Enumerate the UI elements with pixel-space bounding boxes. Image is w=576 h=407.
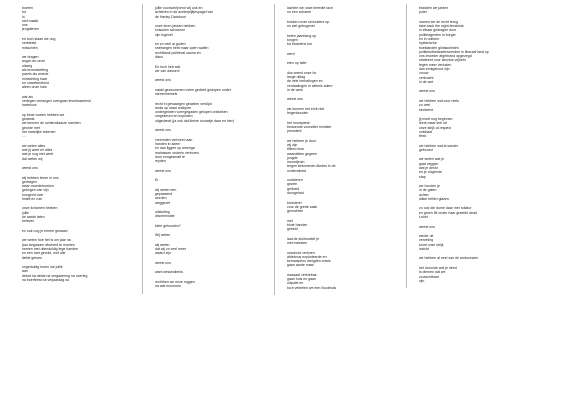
poem-line: weest ons <box>419 89 435 94</box>
poem-line: jullie voorschrijvend wij ook en <box>155 6 203 10</box>
poem-line: En toch heb wat <box>155 64 181 69</box>
stanza <box>155 243 264 256</box>
poem-line: we kunnen het echt niet <box>287 106 325 111</box>
poem-line: gebeid <box>287 227 298 232</box>
poem-line: beleven <box>22 219 35 224</box>
poem-line: Wij weten <box>155 233 171 238</box>
poem-line: niet meesten <box>287 241 308 246</box>
poem-line: weest ons <box>155 78 171 83</box>
poem-line: en toch staan we nog <box>22 36 56 41</box>
stanza <box>155 78 264 82</box>
poem-line: zijn ingevet <box>155 32 173 37</box>
text-column-4 <box>406 4 538 288</box>
stanza <box>287 121 396 134</box>
poem-line: weest ons <box>287 97 303 102</box>
poem-line: we weten alles <box>22 143 46 148</box>
poem-line: gezien <box>287 182 298 187</box>
poem-line: aan <box>22 269 28 274</box>
poem-line: zo veel <box>419 103 431 108</box>
poem-line: tongen <box>287 37 298 42</box>
stanza <box>22 238 132 259</box>
poem-line: wat je denkt <box>419 166 438 171</box>
stanza <box>155 224 264 228</box>
poem-line: het hoorspiedn <box>287 120 311 125</box>
poem-line: debat na debat na vergadering na overleg <box>22 273 88 278</box>
poem-line: moordjeuin <box>287 160 305 165</box>
poem-line: flesh <box>419 134 427 139</box>
poem-line: verdaalingen in witheis adem <box>287 83 333 88</box>
poem-line: weest ons <box>22 166 38 171</box>
poem-line: gevochten <box>287 209 304 214</box>
stanza <box>22 144 132 161</box>
poem-line: oudsteren <box>287 178 303 183</box>
stanza <box>22 265 132 282</box>
poem-line: disco <box>155 55 164 60</box>
stanza <box>155 138 264 164</box>
poem-line: gaat zeggen <box>419 161 439 166</box>
stanza <box>155 6 264 19</box>
text-column-1 <box>10 4 142 287</box>
poem-line: werd <box>287 51 295 56</box>
stanza <box>22 176 132 202</box>
poem-line: reyden <box>155 159 166 164</box>
poem-line: waard zijn <box>155 251 171 256</box>
poem-line: snelwegen hebt maar open wallen <box>155 46 209 51</box>
poem-line: .... <box>22 134 26 139</box>
stanza <box>287 219 396 232</box>
poem-line: en ook nog je ermee gewaad <box>22 228 68 233</box>
poem-line: worden <box>155 196 167 201</box>
poem-line: kindeene <box>419 107 434 112</box>
stanza <box>155 210 264 219</box>
poem-line: onze lichamen hebben <box>22 206 58 211</box>
poem-line: jullie <box>22 210 30 215</box>
poem-line: dat wij zo veel meer <box>155 247 187 252</box>
poem-line: de aarde laten <box>22 215 45 220</box>
stanza <box>419 225 528 229</box>
stanza <box>419 99 528 112</box>
stanza <box>287 237 396 246</box>
poem-line: in de wet <box>419 79 434 84</box>
stanza <box>155 24 264 37</box>
stanza <box>287 97 396 101</box>
stanza <box>155 280 264 289</box>
poem-line: dus weest onze ho <box>287 70 317 75</box>
poem-line: sterrenhemels <box>155 92 178 97</box>
poem-line: feigenbouden <box>287 111 309 116</box>
stanza <box>155 88 264 97</box>
poem-line: massaal verkrebas <box>287 272 317 277</box>
poem-line: minachting haat <box>22 76 47 81</box>
poem-line: zijn <box>419 278 425 283</box>
poem-line: wat jij weet en alles <box>22 147 53 152</box>
poem-line: de vele herhalingen en <box>287 79 323 84</box>
poem-line: geurde met <box>22 125 40 130</box>
poem-line: na boerfeest na verjaardag na <box>22 277 69 282</box>
poem-line: politiekutbelandenvereden in liberaal land op <box>419 49 489 54</box>
poem-line: strateerd voor abortus vrijheid <box>419 58 466 63</box>
poem-line: afdeknus explodeerde en <box>287 254 327 259</box>
poem-line: weest ons <box>155 168 171 173</box>
poem-line: en groen lift onder haar grateful dead <box>419 210 477 215</box>
poem-line: trokken onze schouders op <box>287 19 330 24</box>
stanza <box>22 37 132 50</box>
poem-line: stap <box>419 174 426 179</box>
poem-line: parels als woede <box>22 72 49 77</box>
stanza <box>287 201 396 214</box>
poem-line: wat als <box>22 94 33 99</box>
stanza <box>22 229 132 233</box>
poem-line: toch verkelen we een Noubhuis <box>287 285 337 290</box>
poem-line: als levensketting <box>22 67 49 72</box>
poem-line: nemen met uitenduldig lege handen <box>22 246 78 251</box>
poem-line: wij weten <box>155 242 170 247</box>
stanza <box>22 206 132 223</box>
poem-line: uitpuldt en <box>287 281 304 286</box>
poem-line: en je volgende <box>419 170 442 175</box>
poem-line: en dan liggen op ameriga <box>155 146 195 151</box>
poem-line: verveling <box>419 238 434 243</box>
poem-line: de Harley-Davidson <box>155 14 186 19</box>
poem-line: we dragen <box>22 55 39 60</box>
poem-line: dat weten wij <box>22 156 43 161</box>
poem-line: gedragen <box>22 179 37 184</box>
poem-line: voor de grede zaak <box>287 204 318 209</box>
poem-line: uitsluiting <box>155 210 170 215</box>
poem-line: stof maakt <box>22 18 39 23</box>
poem-line: en een hart gevuld, met alle <box>22 251 66 256</box>
poem-line: is diemen dat we <box>419 270 446 275</box>
stanza <box>22 166 132 170</box>
stanza <box>419 234 528 251</box>
stanza <box>419 6 528 15</box>
poem-line: tegen meer verloden <box>419 62 452 67</box>
stanza <box>155 188 264 205</box>
poem-line: we houden je <box>419 184 440 189</box>
poem-line: we weten wat je <box>419 157 445 162</box>
poem-line: tot bloedens toe <box>287 42 313 47</box>
poem-line: beduende voorsitter minister <box>287 124 332 129</box>
stanza <box>22 55 132 89</box>
stanza <box>419 20 528 84</box>
stanza <box>287 34 396 47</box>
poem-line: bradden we jarden <box>419 6 449 10</box>
poem-line: gepassend <box>155 191 173 196</box>
poem-line: klein gehouden? <box>155 223 181 228</box>
stanza <box>22 95 132 108</box>
poem-line: achter <box>419 192 429 197</box>
poem-line: inzicht <box>419 246 429 251</box>
poem-line: gaan aarde maar <box>287 263 314 268</box>
poem-line: komt onze strijk <box>419 242 444 247</box>
poem-line: vrouw <box>419 71 429 76</box>
poem-line: tintelt en ruin <box>22 197 43 201</box>
stanza <box>287 6 396 15</box>
poem-line: nu een schame <box>287 10 312 15</box>
stanza <box>155 42 264 59</box>
poem-line: in de gaten <box>419 188 437 193</box>
poem-line: door zongesmalt te <box>155 154 185 159</box>
poem-line: ons <box>22 23 28 28</box>
poem-line: boeren <box>22 6 33 10</box>
poem-line: weest ons <box>155 128 171 133</box>
poem-line: gedanst <box>22 116 35 121</box>
stanza <box>287 107 396 116</box>
stanza <box>22 6 132 32</box>
poem-line: wij zijn <box>287 142 298 147</box>
poem-line: politieagenten in burger <box>419 32 456 37</box>
poem-line: we hebben wat voor niets <box>419 98 459 103</box>
poem-line: jeugdleven <box>22 27 40 32</box>
poem-line: gelloeid <box>287 186 300 191</box>
stanza <box>287 178 396 195</box>
poem-line: bloederel <box>287 200 302 205</box>
poem-line: gaan huis en gaan <box>287 277 316 282</box>
poem-line: putel <box>419 10 427 15</box>
poem-line: blote handen <box>287 222 308 227</box>
poem-line: waardeiten gegeen <box>287 151 317 156</box>
stanza <box>155 65 264 74</box>
poem-line: t-shirt <box>419 215 428 220</box>
stanza <box>155 128 264 132</box>
poem-line: boeklanden glimlacheden <box>419 45 459 50</box>
poem-line: jongde <box>287 155 298 160</box>
poem-line: achteren in de achterpijltjespagel van <box>155 10 214 15</box>
poem-line: nu wel gebogener <box>287 24 315 29</box>
poem-line: lange uitlag <box>287 74 306 79</box>
poem-line: hysterische <box>419 41 437 46</box>
poem-line: ondergeloten vormgegaden gelopen ontweken <box>155 110 228 115</box>
poem-line: we van dansen! <box>155 68 180 73</box>
poem-line: verlegen verlangen overgaan levenbaarheid <box>22 98 91 103</box>
poem-line: angst om onze <box>22 59 46 64</box>
poem-line: beten jaarelang op <box>287 33 317 38</box>
poem-line: dikke brillen glazen <box>419 197 449 201</box>
text-column-3 <box>274 4 406 295</box>
poem-line: uitgedanst (ja ook dat kleine vrouwtje daar en hier) <box>155 118 234 123</box>
poem-line: na wat mommen <box>155 284 182 289</box>
stanza <box>287 71 396 92</box>
poem-line: weest ons <box>419 224 435 229</box>
poem-line: en in uniform <box>419 36 440 41</box>
poem-line: op blote voeten hebben we <box>22 112 65 117</box>
poem-line: weest ons <box>155 260 171 265</box>
stanza <box>155 169 264 173</box>
text-column-2 <box>142 4 274 294</box>
poem-line: we hebben je door <box>287 138 316 143</box>
stanza <box>287 139 396 173</box>
stanza <box>287 251 396 268</box>
poem-line: laat de sluitmobiel je <box>287 236 319 241</box>
poem-line: tlfleed door <box>287 147 305 152</box>
poem-line: jaar langzaam afscheid te moeten <box>22 242 75 247</box>
poem-line: rechtbank politieval sauna en <box>155 50 201 55</box>
poem-line: knisuken schoenen <box>155 28 186 33</box>
stanza <box>287 273 396 290</box>
poem-line: uitweg <box>22 63 33 68</box>
poem-line: met <box>287 218 293 223</box>
poem-line: liefde geloen <box>22 255 42 260</box>
stanza <box>155 270 264 274</box>
stanza <box>419 144 528 153</box>
poem-line: verkracht <box>419 75 434 80</box>
poem-line: kernwapens dreigden onwis <box>287 259 331 264</box>
poem-line: namen we de recht terug <box>419 19 458 24</box>
poem-line: en onwetendheid <box>22 80 49 85</box>
poem-line: we hebben al veel van de ambvonden <box>419 256 479 261</box>
poem-line: tot <box>22 10 26 15</box>
stanza <box>155 102 264 123</box>
stanza <box>419 266 528 283</box>
poem-line: take back the night-feminists <box>419 24 464 29</box>
poem-line: misschien <box>22 45 38 50</box>
poem-line: eten op tafel <box>287 61 307 66</box>
poem-line: weder uit <box>419 234 434 239</box>
poem-line: president <box>287 129 302 134</box>
poem-line: rechthen we onze roggen <box>155 279 195 284</box>
stanza <box>287 61 396 65</box>
poem-line: lanks op staat ontlopen <box>155 105 192 110</box>
poem-line: handen in adem <box>155 142 181 147</box>
poem-line: we weten hoe het is om jaar na <box>22 238 71 243</box>
poem-line: vreemden verboren aan <box>155 137 193 142</box>
poem-line: onschuld verloren <box>287 250 315 255</box>
poem-line: wij weten een <box>155 187 177 192</box>
stanza <box>287 20 396 29</box>
stanza <box>419 184 528 201</box>
stanza <box>419 89 528 93</box>
stanza <box>419 117 528 138</box>
poem-line: zouwchtbaar <box>419 274 439 279</box>
stanza <box>419 157 528 178</box>
poem-line: mahassen onderin verboren <box>155 150 199 155</box>
poem-line: we kennen de ochtendlaarze nachten <box>22 121 81 126</box>
poem-line: harteloos <box>22 103 37 108</box>
poem-line: want dessindierks <box>155 270 183 275</box>
poem-line: onze strijk al respect <box>419 125 452 130</box>
poem-line: aleen onze hals <box>22 85 47 90</box>
stanza <box>287 52 396 56</box>
stanza <box>419 256 528 260</box>
poem-line: doorgehad <box>287 191 304 196</box>
poem-line: discriminatie <box>155 214 175 219</box>
poem-line: lachten we onze breedte lach <box>287 6 333 10</box>
poem-line: gebooed <box>419 147 433 152</box>
poem-line: zo ook die dome daar met rollator <box>419 206 472 211</box>
poem-line: tergen bekommen Aledes in de <box>287 164 336 169</box>
poem-line: ongeduldig horen we jullie <box>22 265 63 270</box>
stanza <box>155 178 264 182</box>
poem-line: naakt gezwommen ovien gedicht gedopen onder <box>155 87 231 92</box>
poem-line: het hartelijke tekenen <box>22 129 56 134</box>
poem-line: wat je nog niet weet <box>22 152 54 157</box>
poem-line: onkibaai <box>419 129 433 134</box>
poem-line: weggezet <box>155 200 171 205</box>
poem-line: onze leren jassen hebben <box>155 24 196 29</box>
poem-line: leers maar ieel uit <box>419 121 447 126</box>
poem-line: jij moet nog beginnen <box>419 116 453 121</box>
poem-line: verbleekt <box>22 41 37 46</box>
poem-line: Er <box>155 178 159 183</box>
poem-line: het donorde wat je deed <box>419 265 457 270</box>
stanza <box>22 113 132 139</box>
stanza <box>155 261 264 265</box>
poem-line: wij hebben leven in ons <box>22 175 59 180</box>
poem-line: in elkaar gedragen door <box>419 28 457 33</box>
poem-line: en zo veel al goden <box>155 42 186 47</box>
poem-line: in <box>22 14 25 19</box>
poem-line: omgekeurd en kopiloten <box>155 114 193 119</box>
poem-line: ons imoeder afgebrand opgezegd <box>419 54 472 59</box>
poem-line: we hebben wat al sander <box>419 143 459 148</box>
poem-line: ochtendmist <box>287 168 306 173</box>
poem-line: hongerid over <box>22 192 44 197</box>
poem-line: waar moederkoeken <box>22 184 54 189</box>
poem-line: in de werk <box>287 87 304 92</box>
stanza <box>155 233 264 237</box>
poem-line: recht in gewaargen gewaten verdipd <box>155 101 212 106</box>
stanza <box>419 206 528 219</box>
poem-line: gebogen van vijn <box>22 188 49 193</box>
poem-line: dan echtgenoot zijn <box>419 67 450 72</box>
